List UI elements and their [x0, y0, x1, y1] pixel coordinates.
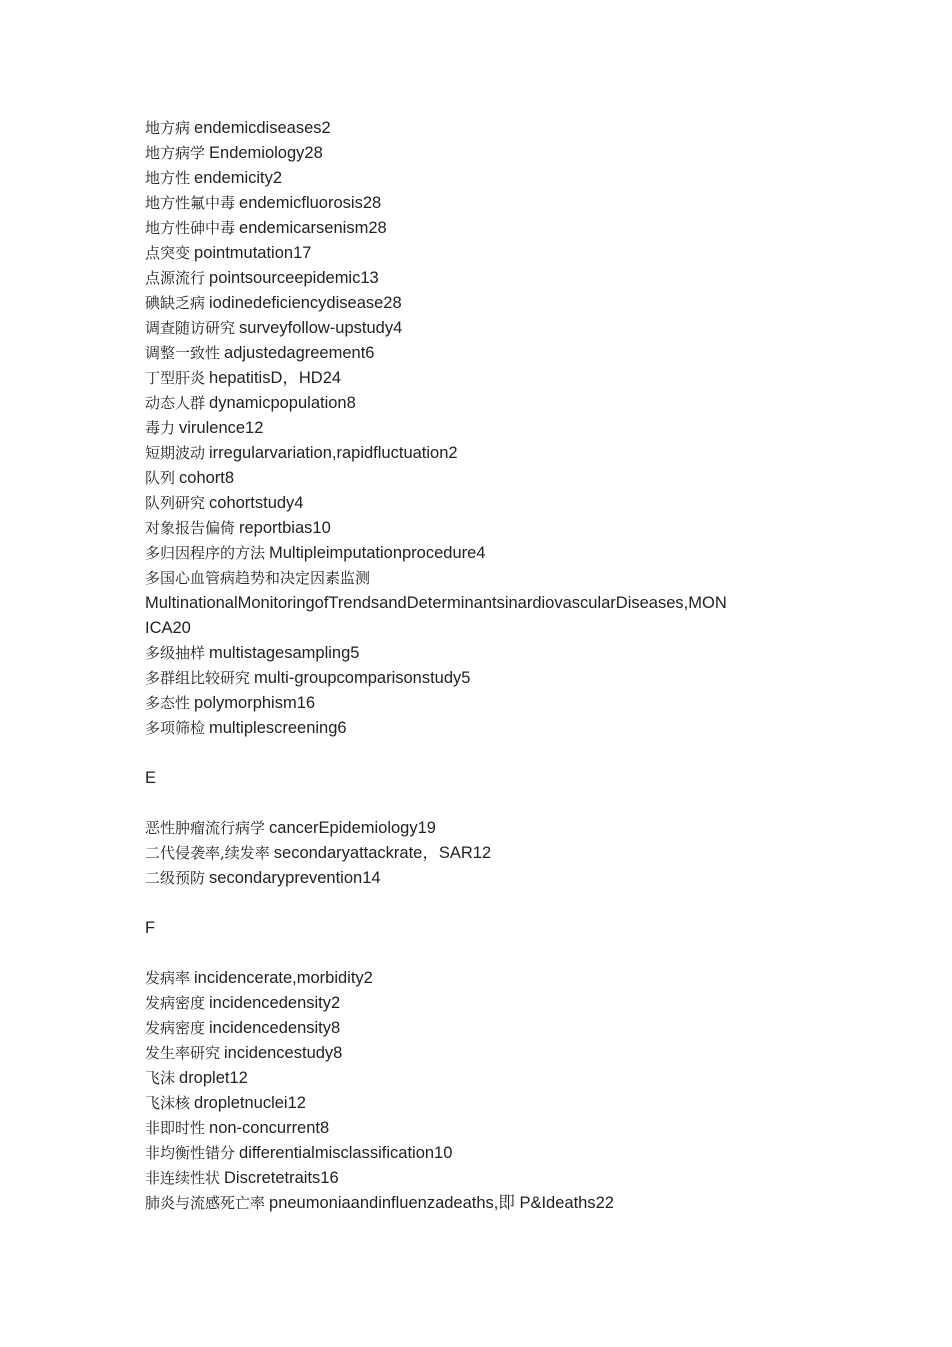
- entry-chinese: 非即时性: [145, 1119, 206, 1137]
- entry-english: endemicity2: [194, 169, 283, 187]
- entry-chinese: 队列: [145, 469, 176, 487]
- entry-chinese: 发生率研究: [145, 1044, 221, 1062]
- glossary-entry: [145, 966, 825, 991]
- entry-chinese: 恶性肿瘤流行病学: [145, 819, 266, 837]
- glossary-entry: [145, 841, 825, 866]
- entry-chinese: 多级抽样: [145, 644, 206, 662]
- section-letter-e: E: [145, 769, 157, 787]
- entry-english: hepatitisD，HD24: [209, 369, 342, 387]
- entry-chinese: 飞沫核: [145, 1094, 191, 1112]
- glossary-entry: [145, 666, 825, 691]
- entry-english: dropletnuclei12: [194, 1094, 306, 1112]
- entry-chinese: 多群组比较研究: [145, 669, 251, 687]
- glossary-entry: [145, 816, 825, 841]
- entry-english: droplet12: [179, 1069, 248, 1087]
- spacer: [145, 741, 825, 766]
- entry-english: pneumoniaandinfluenzadeaths,即 P&Ideaths22: [269, 1194, 614, 1212]
- entry-english: Multipleimputationprocedure4: [269, 544, 486, 562]
- entry-english: iodinedeficiencydisease28: [209, 294, 402, 312]
- entry-chinese: 碘缺乏病: [145, 294, 206, 312]
- glossary-entry: [145, 1066, 825, 1091]
- section-e-list: [145, 816, 825, 891]
- glossary-entry: [145, 1041, 825, 1066]
- spacer: [145, 891, 825, 916]
- spacer: [145, 941, 825, 966]
- glossary-entry: [145, 516, 825, 541]
- entry-chinese: 队列研究: [145, 494, 206, 512]
- glossary-entry: [145, 366, 825, 391]
- entry-chinese: 地方病: [145, 119, 191, 137]
- entry-english: cohort8: [179, 469, 235, 487]
- entry-chinese: 地方病学: [145, 144, 206, 162]
- entry-chinese: 发病密度: [145, 994, 206, 1012]
- entry-english: endemicdiseases2: [194, 119, 331, 137]
- spacer: [145, 791, 825, 816]
- glossary-entry: [145, 716, 825, 741]
- glossary-entry: [145, 491, 825, 516]
- section-f-list: [145, 966, 825, 1216]
- glossary-entry: [145, 241, 825, 266]
- monica-entry-chinese-line: [145, 566, 825, 591]
- entry-chinese: 多国心血管病趋势和决定因素监测: [145, 569, 371, 587]
- entry-chinese: 多项筛检: [145, 719, 206, 737]
- glossary-entry: [145, 1016, 825, 1041]
- entry-english: cohortstudy4: [209, 494, 304, 512]
- glossary-entry: [145, 541, 825, 566]
- glossary-entry: [145, 141, 825, 166]
- entry-english: differentialmisclassification10: [239, 1144, 453, 1162]
- entry-chinese: 地方性氟中毒: [145, 194, 236, 212]
- glossary-entry: [145, 291, 825, 316]
- entry-chinese: 地方性: [145, 169, 191, 187]
- entry-english: polymorphism16: [194, 694, 316, 712]
- glossary-content: [145, 116, 825, 1216]
- entry-chinese: 非连续性状: [145, 1169, 221, 1187]
- entry-chinese: 发病密度: [145, 1019, 206, 1037]
- entry-english: multiplescreening6: [209, 719, 347, 737]
- entry-english: incidencedensity8: [209, 1019, 341, 1037]
- glossary-entry: [145, 1141, 825, 1166]
- monica-entry-english-continuation: [145, 616, 825, 641]
- entry-english: incidencedensity2: [209, 994, 341, 1012]
- entry-english: secondaryattackrate，SAR12: [273, 844, 492, 862]
- entry-english: pointsourceepidemic13: [209, 269, 379, 287]
- entry-chinese: 点源流行: [145, 269, 206, 287]
- glossary-entry: [145, 216, 825, 241]
- entry-chinese: 多归因程序的方法: [145, 544, 266, 562]
- glossary-entry: [145, 441, 825, 466]
- entry-english: incidencestudy8: [224, 1044, 343, 1062]
- entry-english: multi-groupcomparisonstudy5: [254, 669, 471, 687]
- entry-english: adjustedagreement6: [224, 344, 375, 362]
- entry-english: Endemiology28: [209, 144, 323, 162]
- entry-chinese: 调整一致性: [145, 344, 221, 362]
- glossary-entry: [145, 341, 825, 366]
- entry-chinese: 毒力: [145, 419, 176, 437]
- entry-english: irregularvariation,rapidfluctuation2: [209, 444, 458, 462]
- glossary-entry: [145, 641, 825, 666]
- glossary-entry: [145, 116, 825, 141]
- entry-english: secondaryprevention14: [209, 869, 381, 887]
- entry-chinese: 调查随访研究: [145, 319, 236, 337]
- glossary-entry: [145, 391, 825, 416]
- entry-english: surveyfollow-upstudy4: [239, 319, 403, 337]
- glossary-entry: [145, 266, 825, 291]
- entry-chinese: 飞沫: [145, 1069, 176, 1087]
- glossary-entry: [145, 191, 825, 216]
- entry-english: pointmutation17: [194, 244, 312, 262]
- entry-english: endemicarsenism28: [239, 219, 387, 237]
- entry-english: non-concurrent8: [209, 1119, 330, 1137]
- entry-english: reportbias10: [239, 519, 331, 537]
- glossary-entry: [145, 1116, 825, 1141]
- glossary-entry: [145, 416, 825, 441]
- entry-chinese: 二级预防: [145, 869, 206, 887]
- entry-english: ICA20: [145, 619, 191, 637]
- glossary-entry: [145, 316, 825, 341]
- glossary-entry: [145, 1191, 825, 1216]
- section-d-list: [145, 116, 825, 741]
- glossary-entry: [145, 691, 825, 716]
- entry-chinese: 多态性: [145, 694, 191, 712]
- entry-english: Discretetraits16: [224, 1169, 339, 1187]
- entry-chinese: 肺炎与流感死亡率: [145, 1194, 266, 1212]
- glossary-entry: [145, 1166, 825, 1191]
- entry-english: cancerEpidemiology19: [269, 819, 436, 837]
- entry-english: dynamicpopulation8: [209, 394, 356, 412]
- entry-chinese: 动态人群: [145, 394, 206, 412]
- entry-english: incidencerate,morbidity2: [194, 969, 373, 987]
- glossary-entry: [145, 991, 825, 1016]
- entry-chinese: 点突变: [145, 244, 191, 262]
- entry-chinese: 非均衡性错分: [145, 1144, 236, 1162]
- entry-english: virulence12: [179, 419, 264, 437]
- entry-english: multistagesampling5: [209, 644, 360, 662]
- entry-chinese: 二代侵袭率,续发率: [145, 844, 270, 862]
- entry-english: MultinationalMonitoringofTrendsandDeterminantsinardiovascularDiseases,MON: [145, 594, 727, 612]
- entry-chinese: 丁型肝炎: [145, 369, 206, 387]
- glossary-entry: [145, 466, 825, 491]
- entry-chinese: 对象报告偏倚: [145, 519, 236, 537]
- glossary-entry: [145, 1091, 825, 1116]
- glossary-entry: [145, 166, 825, 191]
- entry-chinese: 地方性砷中毒: [145, 219, 236, 237]
- glossary-entry: [145, 866, 825, 891]
- monica-entry-english-line: [145, 591, 825, 616]
- section-letter-f: F: [145, 919, 156, 937]
- entry-english: endemicfluorosis28: [239, 194, 382, 212]
- entry-chinese: 发病率: [145, 969, 191, 987]
- entry-chinese: 短期波动: [145, 444, 206, 462]
